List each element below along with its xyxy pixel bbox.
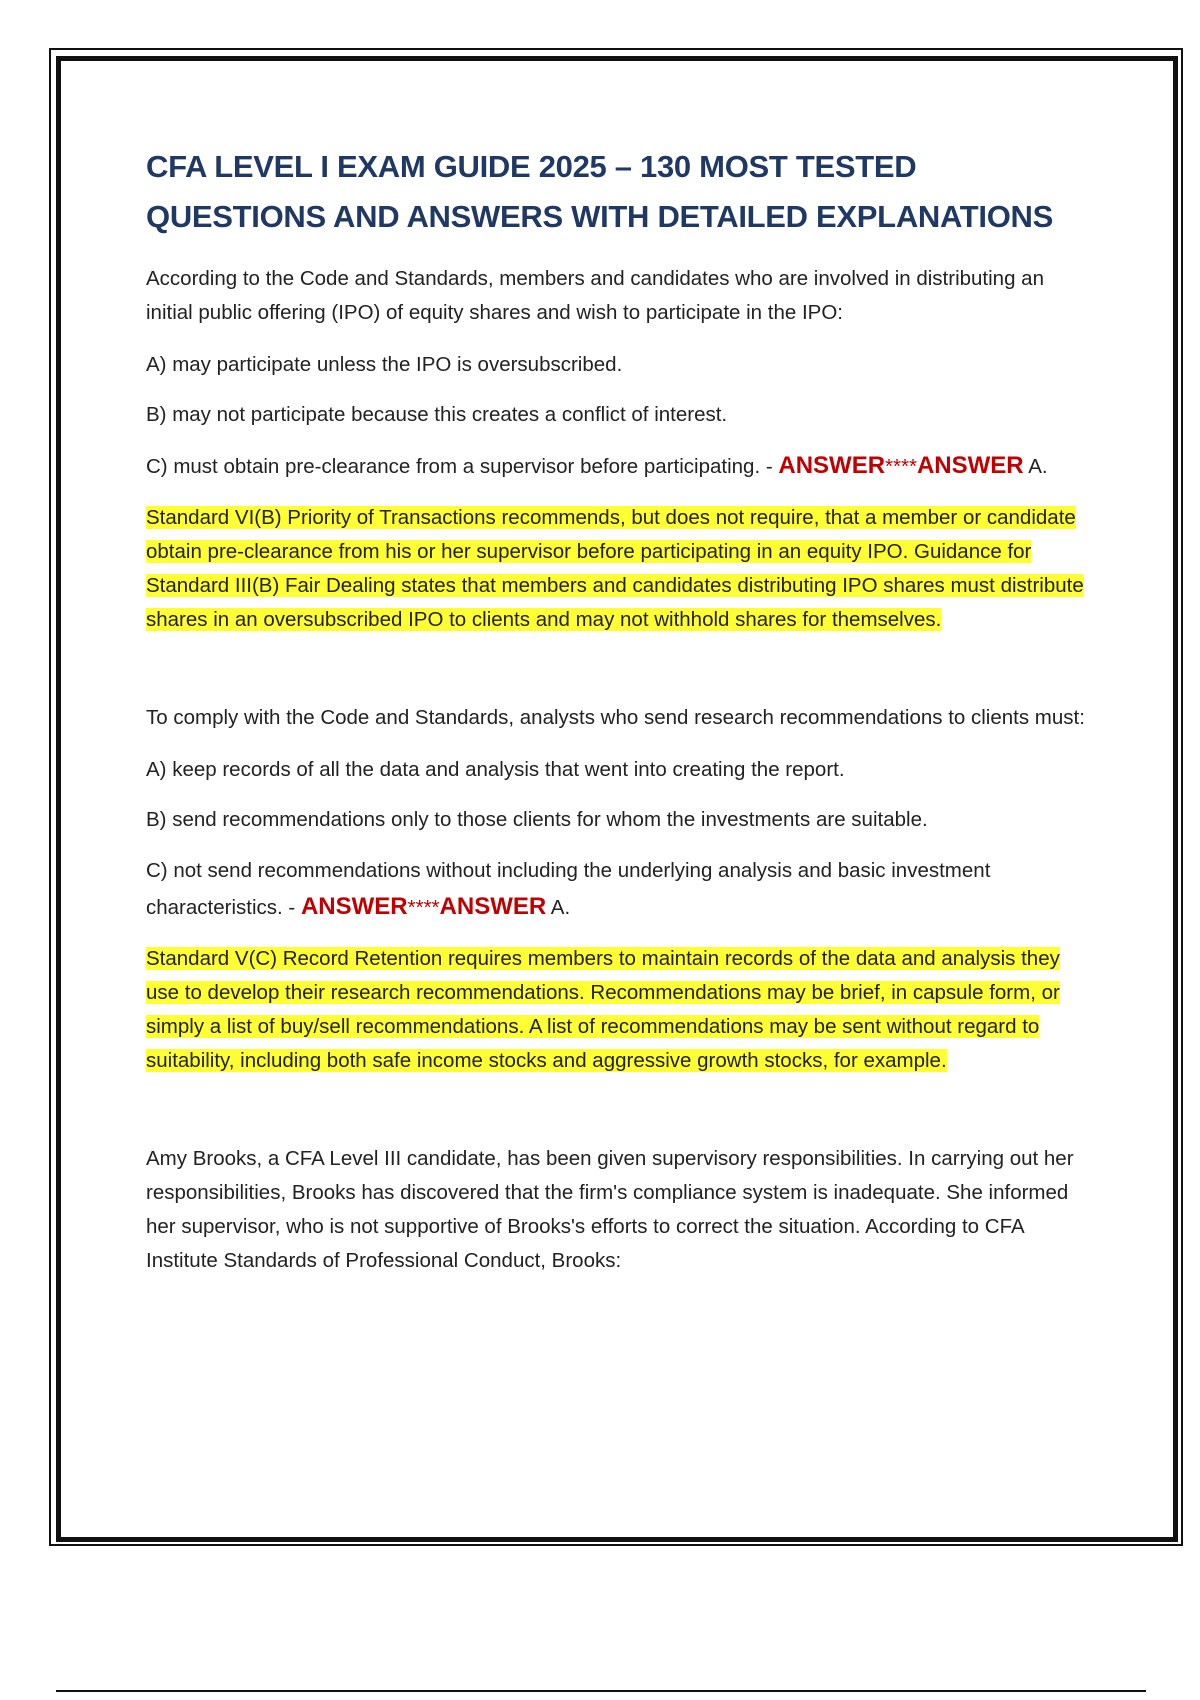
explanation-text: Standard VI(B) Priority of Transactions recommends, but does not require, that a member or candidate obtain pre-clearance from his or her supervisor before participating in an equity IPO. Guidance for Standard III(B) Fair Dealing states that members and candidates distributing IPO shares must distribute shares in an oversubscribed IPO to clients and may not withhold shares for themselves. xyxy=(146,506,1084,631)
option-c: C) must obtain pre-clearance from a supervisor before participating. - xyxy=(146,455,773,478)
answer-tag: ANSWER xyxy=(916,452,1024,479)
question-stem: To comply with the Code and Standards, analysts who send research recommendations to clients must: xyxy=(146,706,1085,729)
option-a: A) keep records of all the data and analysis that went into creating the report. xyxy=(146,758,845,781)
footer-divider xyxy=(56,1690,1146,1692)
answer-value: A. xyxy=(550,896,571,919)
answer-value: A. xyxy=(1028,455,1048,478)
answer-tag: ANSWER xyxy=(778,452,886,479)
explanation-highlighted xyxy=(146,942,1096,1078)
option-c-with-answer xyxy=(146,853,1096,926)
answer-tag: ANSWER xyxy=(439,893,547,920)
question-block-3 xyxy=(146,1142,1096,1278)
explanation-highlighted xyxy=(146,501,1096,637)
explanation-text: Standard V(C) Record Retention requires members to maintain records of the data and analysis they use to develop their research recommendations. Recommendations may be brief, in capsule form, or simply a list of buy/sell recommendations. A list of recommendations may be sent without regard to suitability, including both safe income stocks and aggressive growth stocks, for example. xyxy=(146,947,1060,1072)
document-body xyxy=(146,142,1096,1296)
section-spacer xyxy=(146,1078,1096,1142)
option-b: B) send recommendations only to those clients for whom the investments are suitable. xyxy=(146,808,928,831)
document-title: CFA LEVEL I EXAM GUIDE 2025 – 130 MOST TESTED QUESTIONS AND ANSWERS WITH DETAILED EXPLANATIONS xyxy=(146,149,1054,234)
section-spacer xyxy=(146,637,1096,701)
option-c: C) not send recommendations without including the underlying analysis and basic investment characteristics. - xyxy=(146,859,991,919)
answer-stars: **** xyxy=(407,896,440,919)
option-b: B) may not participate because this creates a conflict of interest. xyxy=(146,403,728,426)
question-stem: According to the Code and Standards, members and candidates who are involved in distributing an initial public offering (IPO) of equity shares and wish to participate in the IPO: xyxy=(146,267,1044,324)
answer-stars: **** xyxy=(885,455,917,478)
question-stem: Amy Brooks, a CFA Level III candidate, has been given supervisory responsibilities. In carrying out her responsibilities, Brooks has discovered that the firm's compliance system is inadequate. She informed her supervisor, who is not supportive of Brooks's efforts to correct the situation. According to CFA Institute Standards of Professional Conduct, Brooks: xyxy=(146,1147,1074,1272)
answer-tag: ANSWER xyxy=(300,893,408,920)
question-block-1 xyxy=(146,262,1096,637)
question-block-2 xyxy=(146,701,1096,1078)
option-a: A) may participate unless the IPO is oversubscribed. xyxy=(146,353,623,376)
option-c-with-answer xyxy=(146,448,1096,485)
